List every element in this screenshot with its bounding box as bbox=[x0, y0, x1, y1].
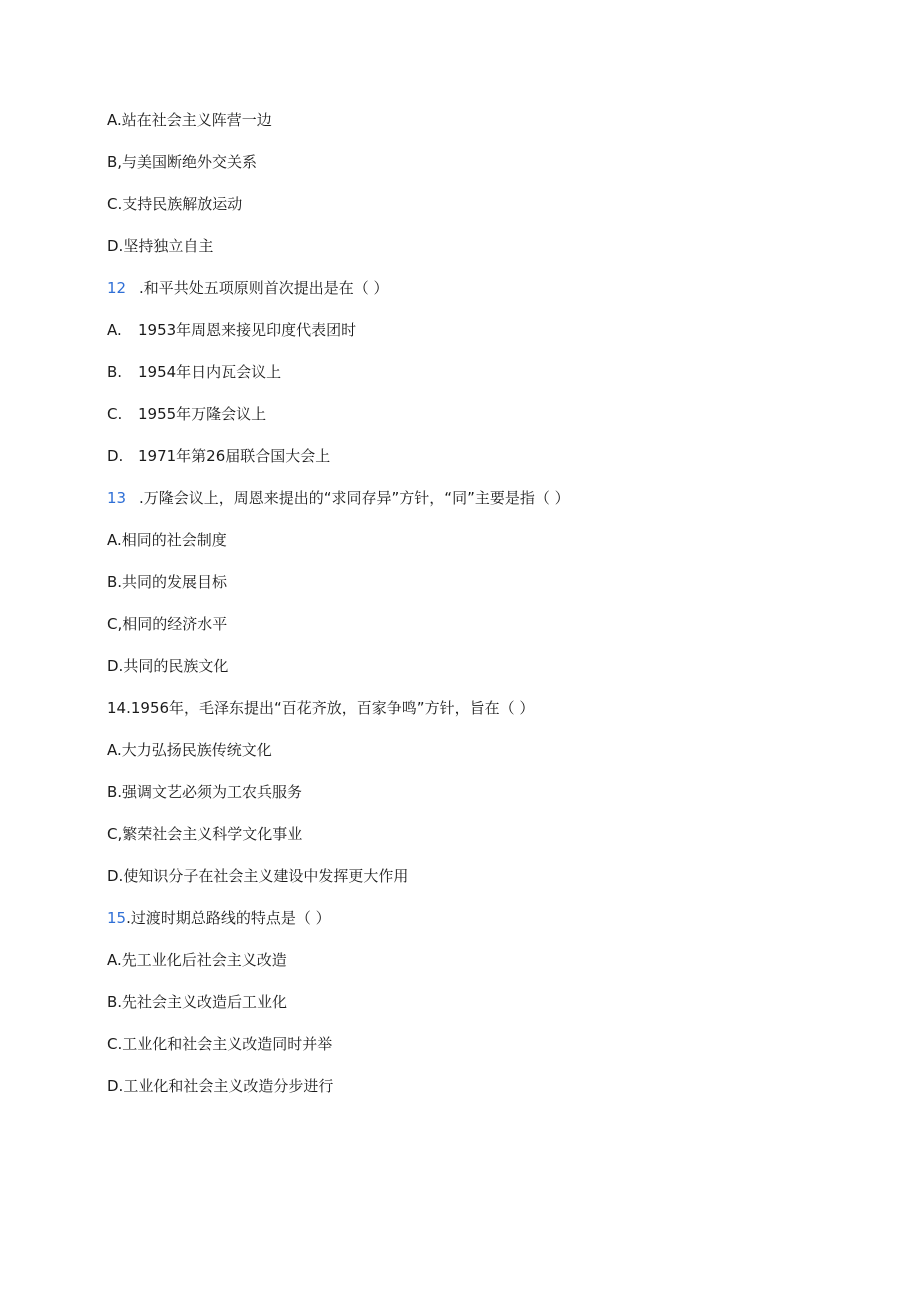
q12-number: 12 bbox=[107, 279, 127, 297]
q13-stem-text: .万隆会议上，周恩来提出的“求同存异”方针，“同”主要是指（ ） bbox=[139, 489, 570, 507]
q11-option-b: B,与美国断绝外交关系 bbox=[107, 153, 258, 171]
q12-option-b-text: 1954年日内瓦会议上 bbox=[138, 363, 282, 381]
q12-stem bbox=[107, 278, 389, 298]
q13-option-a: A.相同的社会制度 bbox=[107, 531, 227, 549]
q15-option-a: A.先工业化后社会主义改造 bbox=[107, 951, 287, 969]
q11-option-d: D.坚持独立自主 bbox=[107, 237, 214, 255]
q12-option-d bbox=[107, 446, 330, 466]
q12-option-b-letter: B. bbox=[107, 363, 123, 381]
q12-option-d-letter: D. bbox=[107, 447, 124, 465]
q14-option-a: A.大力弘扬民族传统文化 bbox=[107, 741, 272, 759]
q12-option-d-text: 1971年第26届联合国大会上 bbox=[138, 447, 331, 465]
q13-stem bbox=[107, 488, 570, 508]
q15-stem-text: .过渡时期总路线的特点是（ ） bbox=[126, 909, 331, 927]
q12-option-c bbox=[107, 404, 266, 424]
q14-stem: 14.1956年，毛泽东提出“百花齐放，百家争鸣”方针，旨在（ ） bbox=[107, 699, 535, 717]
q13-option-d: D.共同的民族文化 bbox=[107, 657, 229, 675]
q13-option-c: C,相同的经济水平 bbox=[107, 615, 228, 633]
q13-option-b: B.共同的发展目标 bbox=[107, 573, 228, 591]
q15-number: 15 bbox=[107, 909, 127, 927]
q11-option-a: A.站在社会主义阵营一边 bbox=[107, 111, 272, 129]
q15-option-c: C.工业化和社会主义改造同时并举 bbox=[107, 1035, 333, 1053]
q12-option-a-letter: A. bbox=[107, 321, 122, 339]
q12-option-c-letter: C. bbox=[107, 405, 123, 423]
q12-option-a-text: 1953年周恩来接见印度代表团时 bbox=[138, 321, 357, 339]
q12-option-b bbox=[107, 362, 281, 382]
q12-stem-text: .和平共处五项原则首次提出是在（ ） bbox=[139, 279, 389, 297]
q15-stem bbox=[107, 908, 331, 928]
q14-option-b: B.强调文艺必须为工农兵服务 bbox=[107, 783, 303, 801]
q12-option-a bbox=[107, 320, 356, 340]
q15-option-b: B.先社会主义改造后工业化 bbox=[107, 993, 288, 1011]
q15-option-d: D.工业化和社会主义改造分步进行 bbox=[107, 1077, 334, 1095]
q11-option-c: C.支持民族解放运动 bbox=[107, 195, 243, 213]
q12-option-c-text: 1955年万隆会议上 bbox=[138, 405, 267, 423]
q14-option-c: C,繁荣社会主义科学文化事业 bbox=[107, 825, 303, 843]
q13-number: 13 bbox=[107, 489, 127, 507]
q14-option-d: D.使知识分子在社会主义建设中发挥更大作用 bbox=[107, 867, 409, 885]
